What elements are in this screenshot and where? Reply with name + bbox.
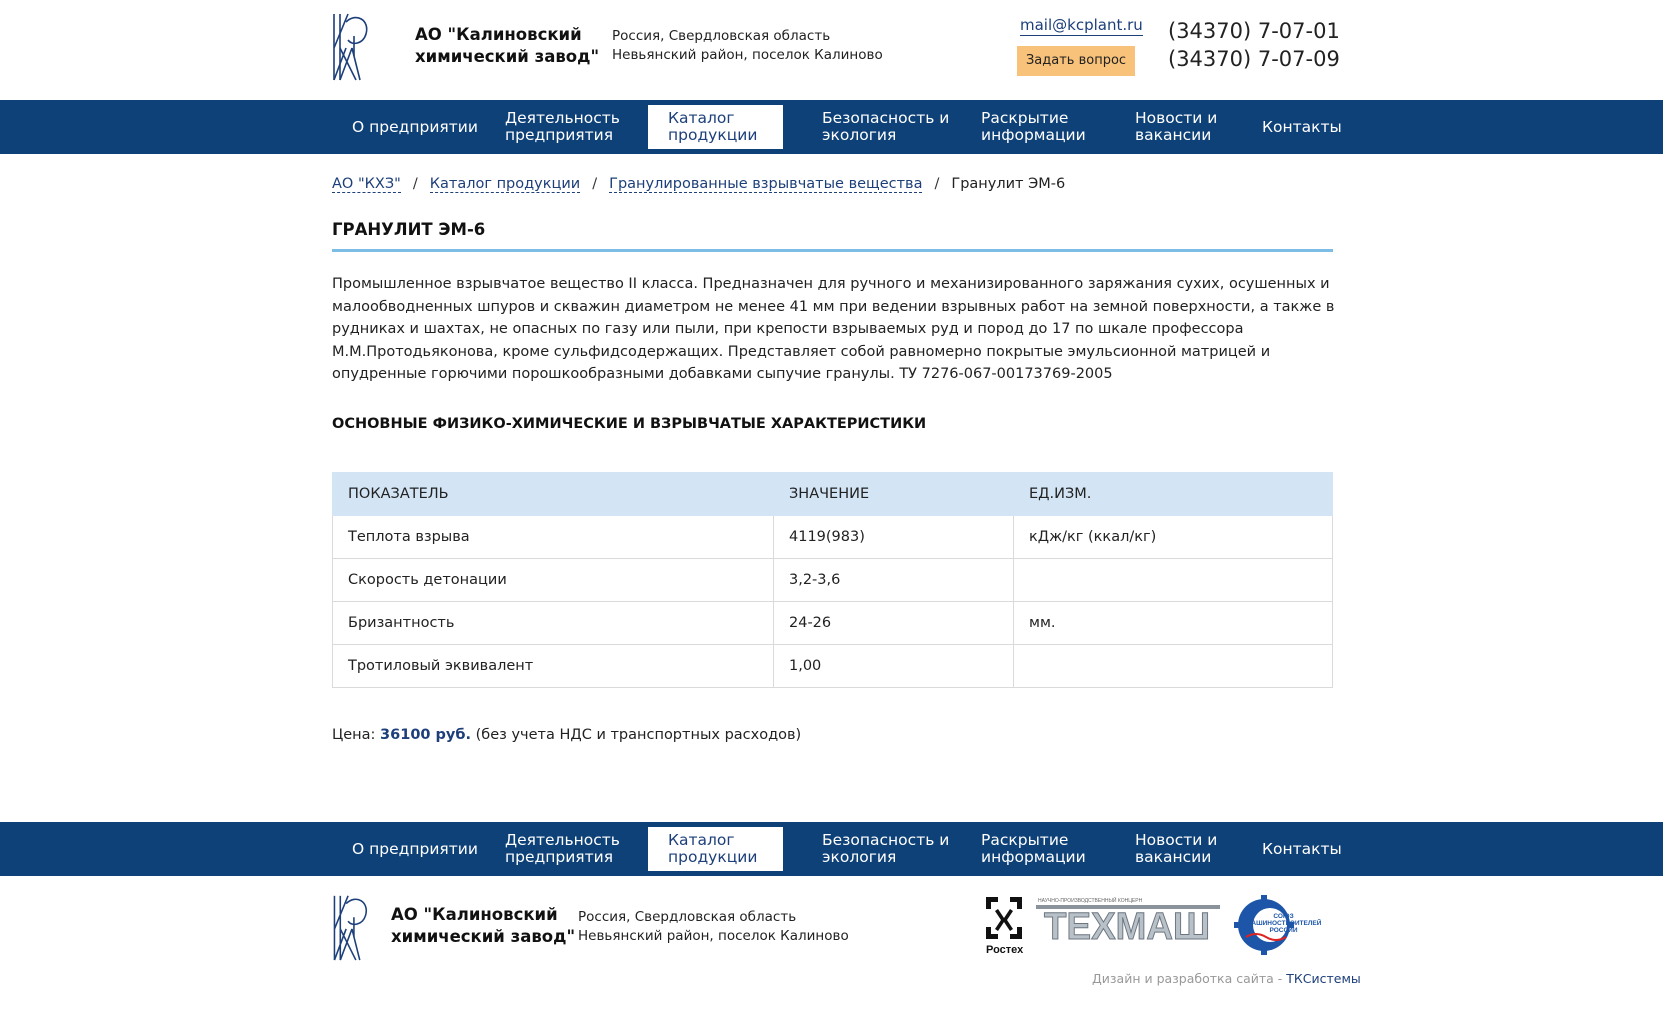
table-row [333,559,1333,602]
nav-item-safety[interactable] [802,105,969,149]
table-row [333,516,1333,559]
soyuz-mash-logo-icon[interactable] [1234,895,1321,955]
nav-label-line1: Раскрытие [981,109,1069,127]
footer-address [578,908,849,946]
column-header: ЗНАЧЕНИЕ [774,473,1014,516]
breadcrumb-separator: / [592,176,598,192]
credit-text: Дизайн и разработка сайта - [1092,971,1287,986]
company-name [415,24,599,68]
nav-label-line2: продукции [668,126,758,144]
table-cell: 1,00 [774,645,1014,688]
table-cell [1014,559,1333,602]
breadcrumb-current: Гранулит ЭМ-6 [951,176,1066,192]
nav-item-contacts[interactable] [1242,105,1362,149]
site-header [0,0,1663,100]
tehmash-label: ТЕХМАШ [1044,906,1210,948]
product-description: Промышленное взрывчатое вещество II класса. Предназначен для ручного и механизированного заряжания сухих, осушенных и малообводненных шпуров и скважин диаметром не менее 41 мм при ведении взрывных работ на земной поверхности, а также в рудниках и шахтах, не опасных по газу или пыли, при крепости взрываемых руд и пород до 17 по шкале профессора М.М.Протодьяконова, кроме сульфидсодержащих. Представляет собой равномерно покрытые эмульсионной матрицей и опудренные горючими порошкообразными добавками сыпучие гранулы. ТУ 7276-067-00173769-2005 [332,276,1335,382]
main-nav [0,100,1663,154]
phone-2[interactable]: (34370) 7-07-09 [1168,47,1340,71]
company-address [612,27,883,65]
table-cell: 4119(983) [774,516,1014,559]
specs-table [332,472,1333,688]
phone-numbers [1168,17,1340,73]
soyuz-label: СОЮЗ МАШИНОСТРОИТЕЛЕЙ РОССИИ [1246,913,1321,934]
nav-label-line2: продукции [668,848,758,866]
breadcrumb [332,176,1065,192]
tehmash-subtitle: НАУЧНО-ПРОИЗВОДСТВЕННЫЙ КОНЦЕРН [1038,898,1143,904]
table-cell: 24-26 [774,602,1014,645]
footer-nav-item-activity[interactable] [485,827,640,871]
nav-label-line1: Новости и [1135,831,1218,849]
footer-company-line2: химический завод" [391,927,576,946]
nav-label-line1: Деятельность [505,109,620,127]
breadcrumb-catalog[interactable]: Каталог продукции [429,176,581,192]
footer-nav-item-safety[interactable] [802,827,969,871]
nav-item-about[interactable] [332,105,498,149]
title-divider [332,249,1333,252]
table-header-row [333,473,1333,516]
price-amount: 36100 руб. [380,727,472,743]
footer-company-line1: АО "Калиновский [391,905,558,924]
tehmash-logo-icon[interactable] [1036,896,1220,948]
nav-label-line1: Деятельность [505,831,620,849]
table-cell [1014,645,1333,688]
price-label: Цена: [332,727,381,743]
nav-item-activity[interactable] [485,105,640,149]
nav-label-line2: вакансии [1135,848,1212,866]
company-logo-icon[interactable] [330,8,372,82]
table-row [333,645,1333,688]
footer-nav-item-catalog[interactable] [648,827,783,871]
nav-label: О предприятии [352,840,478,858]
nav-label-line2: предприятия [505,848,614,866]
table-cell: Теплота взрыва [333,516,774,559]
nav-label-line2: информации [981,848,1086,866]
footer-company-name [391,904,575,948]
nav-label-line2: информации [981,126,1086,144]
table-cell: 3,2-3,6 [774,559,1014,602]
price-note: (без учета НДС и транспортных расходов) [471,727,802,743]
phone-1[interactable]: (34370) 7-07-01 [1168,19,1340,43]
company-name-line1: АО "Калиновский [415,25,582,44]
breadcrumb-category[interactable]: Гранулированные взрывчатые вещества [609,176,923,192]
nav-label-line2: предприятия [505,126,614,144]
nav-label-line2: экология [822,848,897,866]
footer-logo-icon[interactable] [330,890,372,962]
table-cell: Скорость детонации [333,559,774,602]
footer-nav-item-about[interactable] [332,827,498,871]
email-link[interactable]: mail@kcplant.ru [1020,16,1143,34]
breadcrumb-separator: / [934,176,940,192]
table-cell: Бризантность [333,602,774,645]
rostec-label: Ростех [986,944,1024,956]
footer-address-line2: Невьянский район, поселок Калиново [578,928,849,944]
page-title: ГРАНУЛИТ ЭМ-6 [332,220,486,239]
rostec-logo-icon[interactable] [986,897,1024,956]
column-header: ЕД.ИЗМ. [1014,473,1333,516]
table-cell: мм. [1014,602,1333,645]
address-line1: Россия, Свердловская область [612,28,831,44]
nav-item-news[interactable] [1115,105,1237,149]
nav-label-line1: Новости и [1135,109,1218,127]
column-header: ПОКАЗАТЕЛЬ [333,473,774,516]
nav-label-line1: Безопасность и [822,109,950,127]
nav-label-line2: вакансии [1135,126,1212,144]
partner-logos [984,895,1324,961]
footer-nav-item-disclosure[interactable] [961,827,1106,871]
nav-item-catalog[interactable] [648,105,783,149]
footer-nav [0,822,1663,876]
ask-question-button[interactable]: Задать вопрос [1017,46,1135,76]
site-credit [1092,971,1361,986]
address-line2: Невьянский район, поселок Калиново [612,47,883,63]
nav-label: О предприятии [352,118,478,136]
nav-label: Контакты [1262,118,1342,136]
section-title: ОСНОВНЫЕ ФИЗИКО-ХИМИЧЕСКИЕ И ВЗРЫВЧАТЫЕ ХАРАКТЕРИСТИКИ [332,416,927,432]
nav-label-line1: Каталог [668,831,735,849]
company-name-line2: химический завод" [415,47,600,66]
credit-link[interactable]: ТКСистемы [1286,971,1361,986]
nav-item-disclosure[interactable] [961,105,1106,149]
nav-label-line1: Раскрытие [981,831,1069,849]
breadcrumb-home[interactable]: АО "КХЗ" [332,176,401,192]
table-row [333,602,1333,645]
nav-label-line1: Каталог [668,109,735,127]
nav-label: Контакты [1262,840,1342,858]
footer-nav-item-contacts[interactable] [1242,827,1362,871]
footer-address-line1: Россия, Свердловская область [578,909,797,925]
breadcrumb-separator: / [412,176,418,192]
nav-label-line1: Безопасность и [822,831,950,849]
nav-label-line2: экология [822,126,897,144]
footer-nav-item-news[interactable] [1115,827,1237,871]
price-line [332,727,801,743]
table-cell: кДж/кг (ккал/кг) [1014,516,1333,559]
table-cell: Тротиловый эквивалент [333,645,774,688]
